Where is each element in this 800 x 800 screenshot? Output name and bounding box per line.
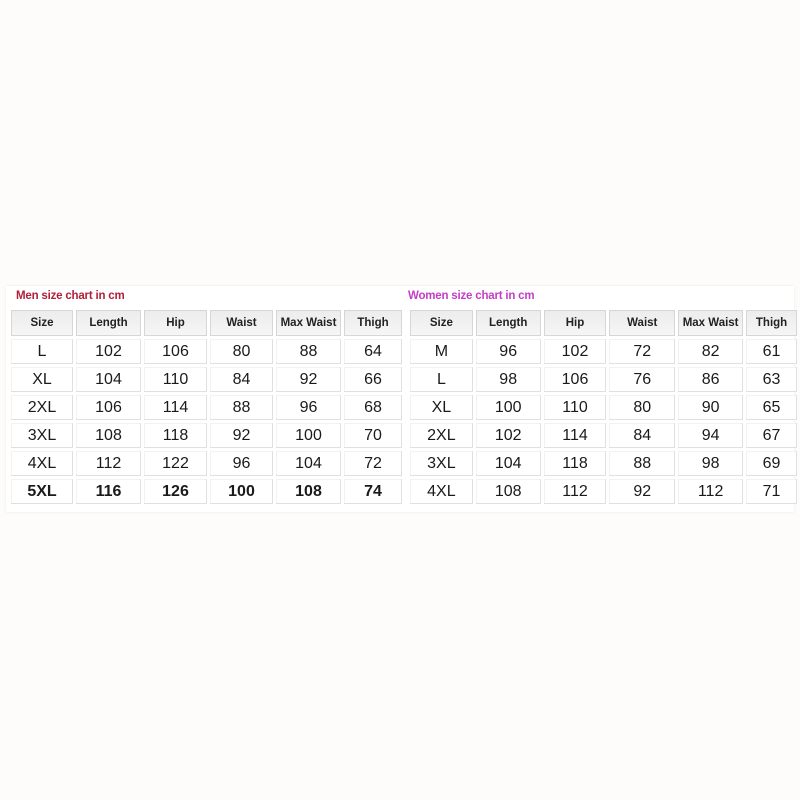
length-cell: 96 bbox=[476, 339, 541, 364]
length-cell: 108 bbox=[476, 479, 541, 504]
waist-cell: 80 bbox=[609, 395, 675, 420]
size-cell: 4XL bbox=[11, 451, 73, 476]
thigh-cell: 74 bbox=[344, 479, 402, 504]
table-row bbox=[410, 367, 797, 392]
table-row bbox=[11, 479, 402, 504]
table-row bbox=[11, 339, 402, 364]
waist-cell: 84 bbox=[609, 423, 675, 448]
max-waist-cell: 100 bbox=[276, 423, 341, 448]
table-header-row bbox=[11, 310, 402, 336]
thigh-cell: 64 bbox=[344, 339, 402, 364]
waist-cell: 92 bbox=[609, 479, 675, 504]
column-header-max-waist: Max Waist bbox=[678, 310, 743, 336]
table-row bbox=[410, 395, 797, 420]
table-row bbox=[11, 451, 402, 476]
thigh-cell: 61 bbox=[746, 339, 797, 364]
men-size-table bbox=[8, 307, 405, 507]
max-waist-cell: 96 bbox=[276, 395, 341, 420]
waist-cell: 84 bbox=[210, 367, 273, 392]
size-cell: 5XL bbox=[11, 479, 73, 504]
hip-cell: 114 bbox=[544, 423, 607, 448]
thigh-cell: 68 bbox=[344, 395, 402, 420]
max-waist-cell: 88 bbox=[276, 339, 341, 364]
table-row bbox=[11, 367, 402, 392]
column-header-length: Length bbox=[76, 310, 141, 336]
hip-cell: 102 bbox=[544, 339, 607, 364]
waist-cell: 76 bbox=[609, 367, 675, 392]
column-header-max-waist: Max Waist bbox=[276, 310, 341, 336]
thigh-cell: 67 bbox=[746, 423, 797, 448]
size-cell: XL bbox=[11, 367, 73, 392]
column-header-size: Size bbox=[410, 310, 473, 336]
thigh-cell: 71 bbox=[746, 479, 797, 504]
length-cell: 116 bbox=[76, 479, 141, 504]
thigh-cell: 72 bbox=[344, 451, 402, 476]
length-cell: 98 bbox=[476, 367, 541, 392]
thigh-cell: 65 bbox=[746, 395, 797, 420]
thigh-cell: 63 bbox=[746, 367, 797, 392]
hip-cell: 110 bbox=[144, 367, 207, 392]
length-cell: 100 bbox=[476, 395, 541, 420]
max-waist-cell: 108 bbox=[276, 479, 341, 504]
column-header-size: Size bbox=[11, 310, 73, 336]
max-waist-cell: 82 bbox=[678, 339, 743, 364]
column-header-hip: Hip bbox=[144, 310, 207, 336]
column-header-length: Length bbox=[476, 310, 541, 336]
size-cell: 2XL bbox=[410, 423, 473, 448]
waist-cell: 88 bbox=[609, 451, 675, 476]
hip-cell: 126 bbox=[144, 479, 207, 504]
table-row bbox=[410, 479, 797, 504]
waist-cell: 72 bbox=[609, 339, 675, 364]
waist-cell: 92 bbox=[210, 423, 273, 448]
length-cell: 104 bbox=[76, 367, 141, 392]
length-cell: 102 bbox=[76, 339, 141, 364]
waist-cell: 80 bbox=[210, 339, 273, 364]
hip-cell: 110 bbox=[544, 395, 607, 420]
size-cell: 3XL bbox=[410, 451, 473, 476]
max-waist-cell: 104 bbox=[276, 451, 341, 476]
max-waist-cell: 98 bbox=[678, 451, 743, 476]
max-waist-cell: 90 bbox=[678, 395, 743, 420]
table-row bbox=[11, 423, 402, 448]
hip-cell: 112 bbox=[544, 479, 607, 504]
size-cell: 3XL bbox=[11, 423, 73, 448]
table-row bbox=[410, 423, 797, 448]
thigh-cell: 69 bbox=[746, 451, 797, 476]
column-header-thigh: Thigh bbox=[344, 310, 402, 336]
hip-cell: 118 bbox=[144, 423, 207, 448]
length-cell: 112 bbox=[76, 451, 141, 476]
length-cell: 108 bbox=[76, 423, 141, 448]
table-row bbox=[11, 395, 402, 420]
thigh-cell: 66 bbox=[344, 367, 402, 392]
length-cell: 102 bbox=[476, 423, 541, 448]
size-cell: 4XL bbox=[410, 479, 473, 504]
waist-cell: 88 bbox=[210, 395, 273, 420]
hip-cell: 114 bbox=[144, 395, 207, 420]
waist-cell: 96 bbox=[210, 451, 273, 476]
size-cell: L bbox=[410, 367, 473, 392]
column-header-hip: Hip bbox=[544, 310, 607, 336]
size-cell: 2XL bbox=[11, 395, 73, 420]
size-cell: M bbox=[410, 339, 473, 364]
column-header-waist: Waist bbox=[609, 310, 675, 336]
length-cell: 104 bbox=[476, 451, 541, 476]
column-header-waist: Waist bbox=[210, 310, 273, 336]
size-cell: L bbox=[11, 339, 73, 364]
hip-cell: 106 bbox=[144, 339, 207, 364]
max-waist-cell: 112 bbox=[678, 479, 743, 504]
waist-cell: 100 bbox=[210, 479, 273, 504]
men-size-chart-title: Men size chart in cm bbox=[16, 290, 125, 302]
women-size-chart-title: Women size chart in cm bbox=[408, 290, 535, 302]
size-cell: XL bbox=[410, 395, 473, 420]
women-size-table bbox=[407, 307, 800, 507]
max-waist-cell: 94 bbox=[678, 423, 743, 448]
hip-cell: 122 bbox=[144, 451, 207, 476]
max-waist-cell: 86 bbox=[678, 367, 743, 392]
hip-cell: 106 bbox=[544, 367, 607, 392]
thigh-cell: 70 bbox=[344, 423, 402, 448]
hip-cell: 118 bbox=[544, 451, 607, 476]
column-header-thigh: Thigh bbox=[746, 310, 797, 336]
length-cell: 106 bbox=[76, 395, 141, 420]
table-row bbox=[410, 451, 797, 476]
max-waist-cell: 92 bbox=[276, 367, 341, 392]
table-row bbox=[410, 339, 797, 364]
table-header-row bbox=[410, 310, 797, 336]
